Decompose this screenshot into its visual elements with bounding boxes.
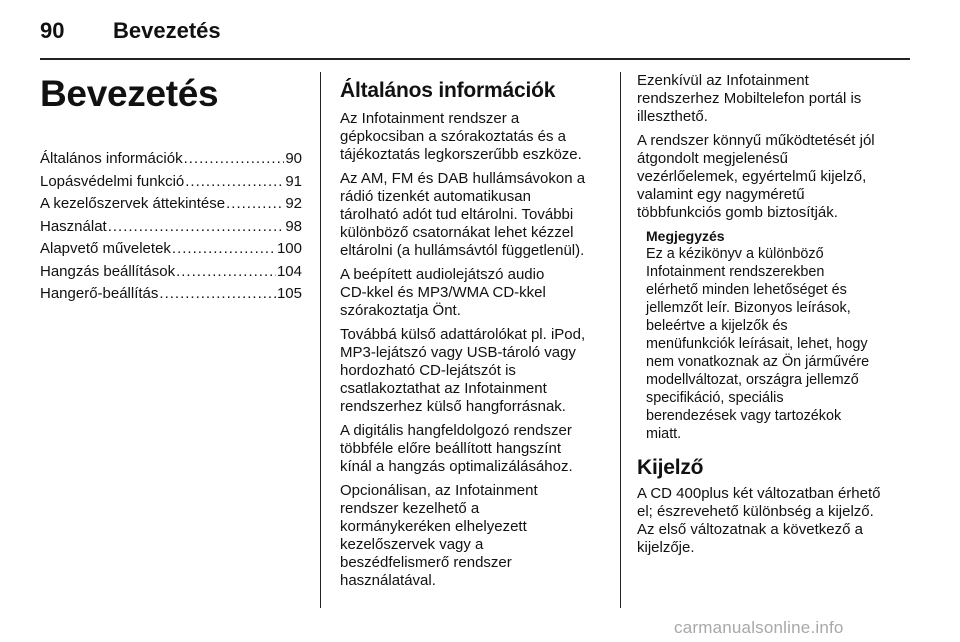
text-line: Az Infotainment rendszer a [340,110,520,127]
chapter-column [40,72,302,306]
text-line: kínál a hangzás optimalizálásához. [340,458,573,475]
paragraph [637,485,912,557]
toc-entry-label: Használat [40,217,107,235]
text-line: kijelzője. [637,539,695,556]
page-number: 90 [40,18,65,43]
text-line: CD-kkel és MP3/WMA CD-kkel [340,284,546,301]
toc-entry-page: 91 [285,172,302,190]
text-line: el; észrevehető különbség a kijelző. [637,503,874,520]
text-line: A CD 400plus két változatban érhető [637,485,881,502]
text-line: kezelőszervek vagy a [340,536,484,553]
text-line: miatt. [646,426,682,442]
toc-entry-page: 90 [285,150,302,167]
paragraph [340,482,608,590]
toc-leader [159,283,276,306]
running-title: Bevezetés [113,18,221,43]
toc-leader [172,238,276,261]
toc-leader [226,193,284,216]
toc-entry[interactable] [40,148,302,171]
note-box [646,228,912,443]
section-title-general: Általános információk [340,79,556,102]
toc-entry[interactable] [40,238,302,261]
text-line: szórakoztatja Önt. [340,302,461,319]
text-line: Infotainment rendszerekben [646,264,825,280]
toc-entry[interactable] [40,216,302,239]
paragraph [637,132,912,222]
text-line: rendszer kezelhető a [340,500,480,517]
text-line: valamint egy nagyméretű [637,186,805,203]
toc-leader [176,261,276,284]
watermark: carmanualsonline.info [674,618,844,637]
text-line: illeszthető. [637,108,708,125]
text-line: Az első változatnak a következő a [637,521,863,538]
text-line: Ezenkívül az Infotainment [637,72,809,89]
text-line: beleértve a kijelzők és [646,318,788,334]
table-of-contents [40,148,302,306]
text-line: Opcionálisan, az Infotainment [340,482,538,499]
paragraph [340,110,608,164]
paragraph [340,422,608,476]
toc-entry-page: 92 [285,195,302,212]
toc-entry-page: 104 [276,262,302,280]
toc-entry[interactable] [40,171,302,194]
page-header [40,18,920,48]
text-line: rendszerhez külső hangforrásnak. [340,398,566,415]
toc-entry-page: 100 [276,240,302,257]
text-line: különböző csatornákat lehet kézzel [340,224,574,241]
toc-entry[interactable] [40,261,302,284]
toc-entry-label: A kezelőszervek áttekintése [40,195,226,212]
toc-leader [184,148,285,171]
toc-leader [108,216,285,239]
text-line: Az AM, FM és DAB hullámsávokon a [340,170,586,187]
header-rule [40,58,910,60]
text-line: A digitális hangfeldolgozó rendszer [340,422,572,439]
text-line: többféle előre beállított hangszínt [340,440,561,457]
toc-entry-label: Alapvető műveletek [40,240,171,257]
text-line: Ez a kézikönyv a különböző [646,246,824,262]
text-line: nem vonatkoznak az Ön járművére [646,354,870,370]
text-line: átgondolt megjelenésű [637,150,788,167]
note-title: Megjegyzés [646,228,725,244]
text-line: Továbbá külső adattárolókat pl. iPod, [340,326,586,343]
toc-entry[interactable] [40,283,302,306]
text-line: rendszerhez Mobiltelefon portál is [637,90,862,107]
toc-entry-page: 98 [285,217,302,235]
text-line: tájékoztatás legkorszerűbb eszköze. [340,146,582,163]
column-divider-right [620,72,621,608]
toc-entry-page: 105 [276,285,302,302]
toc-leader [185,171,284,194]
text-line: elérhető minden lehetőséget és [646,282,847,298]
toc-entry-label: Általános információk [40,150,183,167]
column-divider-left [320,72,321,608]
text-line: A beépített audiolejátszó audio [340,266,545,283]
text-line: gépkocsiban a szórakoztatás és a [340,128,566,145]
text-line: kormánykeréken elhelyezett [340,518,527,535]
toc-entry-label: Lopásvédelmi funkció [40,172,185,190]
paragraph [637,72,912,126]
text-line: menüfunkciók leírásait, lehet, hogy [646,336,868,352]
toc-entry[interactable] [40,193,302,216]
text-line: jellemzőt leír. Bizonyos leírások, [646,300,851,316]
paragraph [340,170,608,260]
text-line: többfunkciós gomb biztosítják. [637,204,838,221]
text-line: rádió tizenkét automatikusan [340,188,531,205]
text-line: specifikáció, speciális [646,390,784,406]
toc-entry-label: Hangerő-beállítás [40,285,159,302]
text-line: modellváltozat, országra jellemző [646,372,859,388]
section-title-display: Kijelző [637,456,704,479]
text-line: MP3-lejátszó vagy USB-tároló vagy [340,344,576,361]
text-line: hordozható CD-lejátszót is [340,362,516,379]
general-info-column [340,72,608,596]
toc-entry-label: Hangzás beállítások [40,262,176,280]
chapter-title: Bevezetés [40,73,219,114]
right-column [637,72,912,563]
text-line: A rendszer könnyű működtetését jól [637,132,875,149]
text-line: berendezések vagy tartozékok [646,408,842,424]
text-line: eltárolni (a hullámsávtól függetlenül). [340,242,585,259]
text-line: használatával. [340,572,436,589]
note-text [646,245,912,443]
text-line: csatlakoztathat az Infotainment [340,380,547,397]
text-line: tárolható adót tud eltárolni. További [340,206,574,223]
text-line: vezérlőelemek, egyértelmű kijelző, [637,168,867,185]
text-line: beszédfelismerő rendszer [340,554,512,571]
paragraph [340,266,608,320]
paragraph [340,326,608,416]
